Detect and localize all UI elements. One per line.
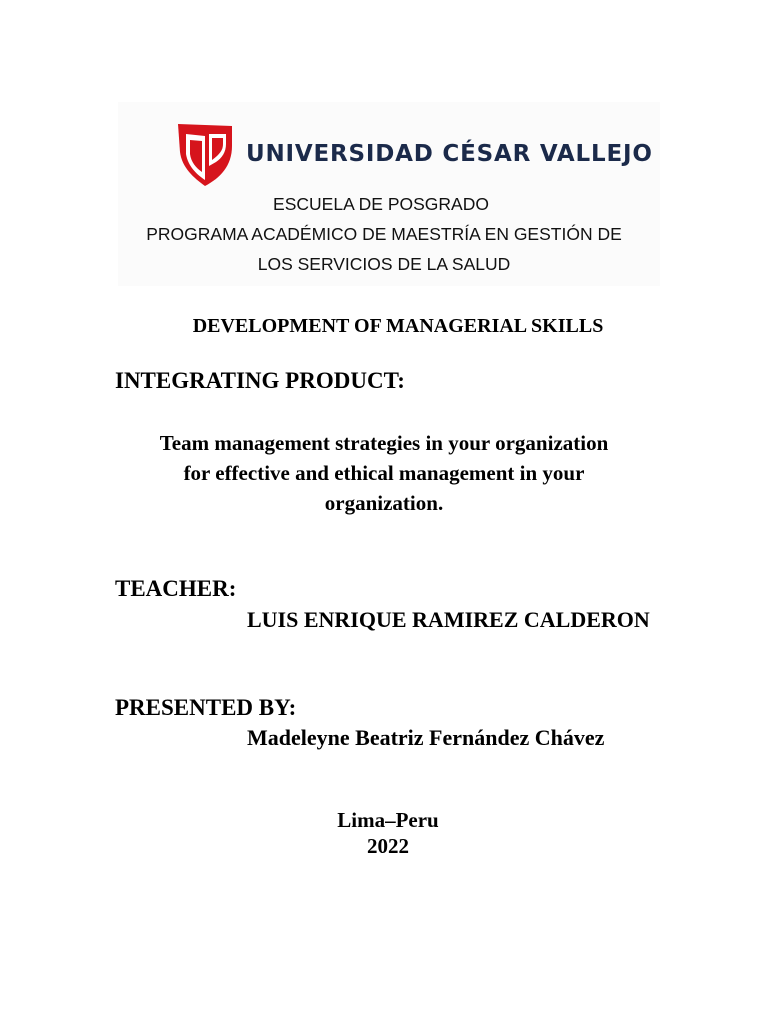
course-title: DEVELOPMENT OF MANAGERIAL SKILLS — [192, 315, 604, 337]
integrating-product-label: INTEGRATING PRODUCT: — [115, 368, 405, 393]
teacher-name: LUIS ENRIQUE RAMIREZ CALDERON — [247, 607, 650, 632]
ucv-shield-logo-icon — [176, 122, 234, 188]
product-title-line: for effective and ethical management in your — [183, 461, 585, 485]
product-title — [0, 428, 768, 518]
place-city: Lima–Peru — [337, 808, 439, 832]
program-line-2: LOS SERVICIOS DE LA SALUD — [257, 254, 511, 274]
university-name: UNIVERSIDAD CÉSAR VALLEJO — [246, 141, 653, 167]
teacher-label: TEACHER: — [115, 576, 237, 601]
school-name: ESCUELA DE POSGRADO — [273, 194, 489, 214]
presented-by-label: PRESENTED BY: — [115, 695, 297, 720]
product-title-line: Team management strategies in your organization — [159, 431, 609, 455]
year: 2022 — [367, 834, 409, 858]
product-title-line: organization. — [324, 491, 444, 515]
presenter-name: Madeleyne Beatriz Fernández Chávez — [247, 725, 605, 750]
program-line-1: PROGRAMA ACADÉMICO DE MAESTRÍA EN GESTIÓN DE — [146, 224, 622, 244]
